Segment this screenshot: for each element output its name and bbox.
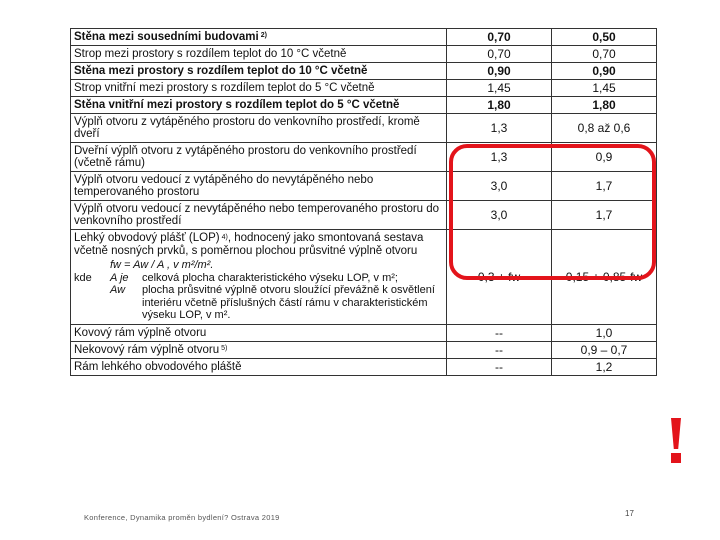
rows-top [71, 29, 657, 230]
value-recommended: 1,45 [552, 80, 657, 97]
u-value-table [70, 28, 657, 376]
table-row [71, 201, 657, 230]
row-label-cell [71, 29, 447, 46]
row-label: Stěna vnitřní mezi prostory s rozdílem teplot do 5 °C včetně [74, 99, 400, 111]
lop-value-required: 0,3 + fw [447, 230, 552, 325]
table-row [71, 358, 657, 375]
lop-formula: fw = Aw / A , v m²/m². [110, 259, 214, 271]
row-label: Výplň otvoru vedoucí z vytápěného do nevytápěného nebo temperovaného prostoru [74, 174, 374, 198]
lop-definitions [74, 259, 443, 322]
lop-a-symbol: A je [110, 271, 129, 284]
value-recommended: 0,9 – 0,7 [552, 341, 657, 358]
row-label-cell [71, 143, 447, 172]
value-required: -- [447, 341, 552, 358]
value-recommended: 0,90 [552, 63, 657, 80]
table-row [71, 324, 657, 341]
value-required: 3,0 [447, 201, 552, 230]
row-label-cell [71, 63, 447, 80]
page-number: 17 [625, 509, 634, 518]
value-recommended: 1,80 [552, 97, 657, 114]
value-required: 0,70 [447, 46, 552, 63]
value-required: 0,90 [447, 63, 552, 80]
row-label: Stěna mezi sousedními budovami [74, 31, 259, 43]
lop-a-desc: celková plocha charakteristického výseku LOP, v m²; [142, 271, 398, 284]
row-label-cell [71, 172, 447, 201]
row-label: Strop mezi prostory s rozdílem teplot do 10 °C včetně [74, 48, 347, 60]
row-label: Kovový rám výplně otvoru [74, 326, 207, 339]
row-label: Dveřní výplň otvoru z vytápěného prostoru do venkovního prostředí (včetně rámu) [74, 145, 417, 169]
lop-description [71, 230, 447, 325]
exclamation-bar [671, 418, 681, 449]
rows-bottom [71, 324, 657, 375]
lop-value-recommended: 0,15 + 0,85·fw [552, 230, 657, 325]
lop-spacer-2 [74, 284, 108, 322]
exclamation-icon [668, 418, 684, 466]
lop-spacer-1 [74, 259, 108, 272]
row-label: Nekovový rám výplně otvoru [74, 343, 220, 356]
row-label-cell [71, 97, 447, 114]
exclamation-dot [671, 453, 681, 463]
row-footnote: 5) [221, 344, 228, 352]
lop-title-rest: , hodnocený jako smontovaná sestava včetně nosných prvků, s poměrnou plochou průsvitné výplně otvoru [74, 232, 424, 257]
value-recommended: 0,8 až 0,6 [552, 114, 657, 143]
row-label: Stěna mezi prostory s rozdílem teplot do 10 °C včetně [74, 65, 368, 77]
lop-kde: kde [74, 271, 92, 284]
value-recommended: 1,2 [552, 358, 657, 375]
table-row [71, 341, 657, 358]
row-label-cell [71, 46, 447, 63]
value-required: 3,0 [447, 172, 552, 201]
table-row [71, 114, 657, 143]
row-label: Rám lehkého obvodového pláště [74, 360, 242, 373]
value-recommended: 1,7 [552, 201, 657, 230]
row-label: Výplň otvoru vedoucí z nevytápěného nebo temperovaného prostoru do venkovního prostředí [74, 203, 440, 227]
table-row [71, 29, 657, 46]
table-row-lop [71, 230, 657, 325]
row-label-cell [71, 114, 447, 143]
row-footnote: 2) [260, 32, 267, 39]
row-label-cell [71, 324, 447, 341]
value-required: 1,45 [447, 80, 552, 97]
lop-section [71, 230, 657, 325]
row-label: Strop vnitřní mezi prostory s rozdílem teplot do 5 °C včetně [74, 82, 375, 94]
lop-aw-symbol: Aw [110, 284, 126, 296]
value-required: -- [447, 324, 552, 341]
table-row [71, 97, 657, 114]
row-label-cell [71, 341, 447, 358]
table-row [71, 172, 657, 201]
value-recommended: 0,9 [552, 143, 657, 172]
row-label-cell [71, 201, 447, 230]
value-required: 1,3 [447, 143, 552, 172]
table-row [71, 46, 657, 63]
table-row [71, 63, 657, 80]
value-required: 0,70 [447, 29, 552, 46]
value-required: -- [447, 358, 552, 375]
footer-text: Konference, Dynamika proměn bydlení? Ostrava 2019 [84, 513, 280, 522]
table-row [71, 80, 657, 97]
lop-title: Lehký obvodový plášť (LOP) [74, 232, 220, 244]
lop-title-block [74, 232, 443, 258]
lop-aw-desc: plocha průsvitné výplně otvoru sloužící převážně k osvětlení interiéru včetně příslušných částí rámu v charakteristickém výseku LOP, v m². [142, 284, 435, 321]
row-label-cell [71, 358, 447, 375]
value-required: 1,80 [447, 97, 552, 114]
value-required: 1,3 [447, 114, 552, 143]
table-row [71, 143, 657, 172]
row-label: Výplň otvoru z vytápěného prostoru do venkovního prostředí, kromě dveří [74, 116, 420, 140]
value-recommended: 1,0 [552, 324, 657, 341]
value-recommended: 0,70 [552, 46, 657, 63]
value-recommended: 1,7 [552, 172, 657, 201]
row-label-cell [71, 80, 447, 97]
lop-title-note: 4) [221, 234, 228, 241]
value-recommended: 0,50 [552, 29, 657, 46]
